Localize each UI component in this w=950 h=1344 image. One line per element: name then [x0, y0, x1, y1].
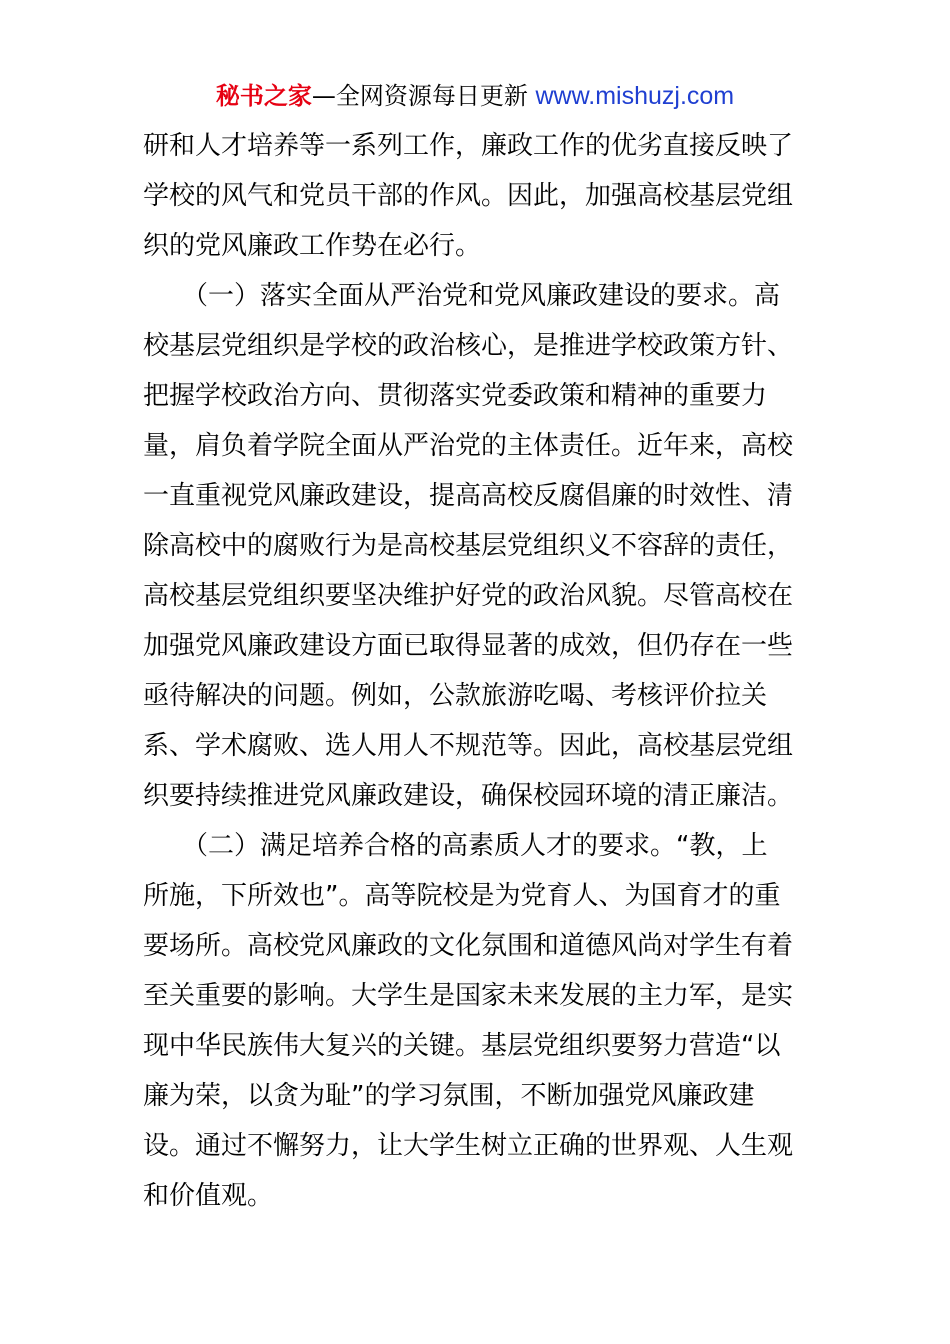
site-url-link[interactable]: www.mishuzj.com: [535, 82, 735, 110]
text-line: 织的党风廉政工作势在必行。: [143, 231, 482, 261]
text-line: 至关重要的影响。大学生是国家未来发展的主力军，是实: [143, 981, 794, 1011]
text-line: 现中华民族伟大复兴的关键。基层党组织要努力营造“以: [143, 1031, 781, 1061]
text-line: 学校的风气和党员干部的作风。因此，加强高校基层党组: [143, 181, 794, 211]
brand-name: 秘书之家: [215, 82, 312, 110]
text-line: 除高校中的腐败行为是高校基层党组织义不容辞的责任，: [143, 531, 794, 561]
text-line: 要场所。高校党风廉政的文化氛围和道德风尚对学生有着: [143, 931, 794, 961]
text-line: 把握学校政治方向、贯彻落实党委政策和精神的重要力: [143, 381, 768, 411]
text-line: 廉为荣，以贪为耻”的学习氛围，不断加强党风廉政建: [143, 1081, 755, 1111]
text-line: 研和人才培养等一系列工作，廉政工作的优劣直接反映了: [143, 131, 794, 161]
text-line: 量，肩负着学院全面从严治党的主体责任。近年来，高校: [143, 431, 794, 461]
text-line: 亟待解决的问题。例如，公款旅游吃喝、考核评价拉关: [143, 681, 768, 711]
text-line: 加强党风廉政建设方面已取得显著的成效，但仍存在一些: [143, 631, 794, 661]
header-tagline: —全网资源每日更新: [311, 82, 536, 110]
text-line: 一直重视党风廉政建设，提高高校反腐倡廉的时效性、清: [143, 481, 794, 511]
text-line: 设。通过不懈努力，让大学生树立正确的世界观、人生观: [143, 1131, 794, 1161]
document-body: [143, 121, 807, 1221]
section-1-heading-line: （一）落实全面从严治党和党风廉政建设的要求。高: [143, 281, 781, 311]
text-line: 和价值观。: [143, 1181, 274, 1211]
section-2-heading-line: （二）满足培养合格的高素质人才的要求。“教，上: [143, 831, 768, 861]
text-line: 高校基层党组织要坚决维护好党的政治风貌。尽管高校在: [143, 581, 794, 611]
text-line: 系、学术腐败、选人用人不规范等。因此，高校基层党组: [143, 731, 794, 761]
text-line: 所施，下所效也”。高等院校是为党育人、为国育才的重: [143, 881, 781, 911]
text-line: 校基层党组织是学校的政治核心，是推进学校政策方针、: [143, 331, 794, 361]
page-header: [0, 80, 950, 112]
text-line: 织要持续推进党风廉政建设，确保校园环境的清正廉洁。: [143, 781, 794, 811]
